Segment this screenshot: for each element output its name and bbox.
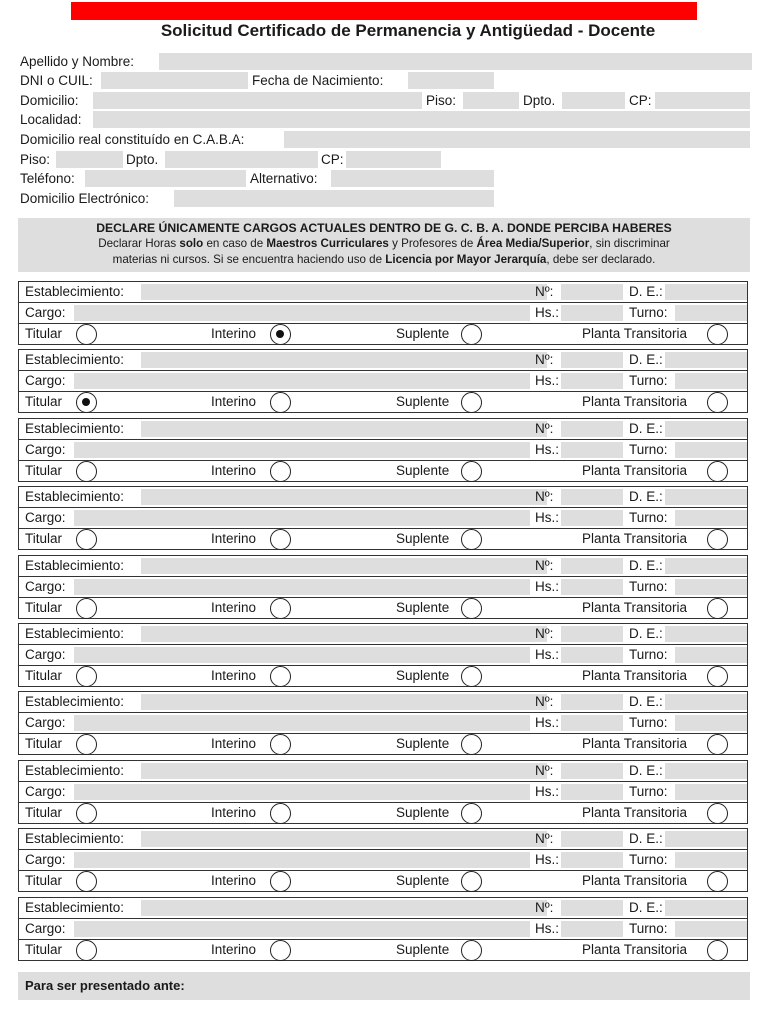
interino-label: Interino bbox=[211, 326, 257, 341]
numero-label: Nº: bbox=[535, 352, 554, 368]
planta-transitoria-label: Planta Transitoria bbox=[582, 941, 688, 957]
interino-radio[interactable] bbox=[270, 529, 291, 550]
de-field[interactable] bbox=[665, 421, 747, 437]
telefono-field[interactable] bbox=[85, 170, 246, 187]
titular-radio[interactable] bbox=[76, 734, 97, 755]
domicilio-electronico-field[interactable] bbox=[174, 190, 494, 207]
hs-field[interactable] bbox=[561, 442, 623, 458]
cargo-row-cargo bbox=[19, 850, 747, 871]
cargo-block bbox=[18, 828, 748, 892]
turno-label: Turno: bbox=[629, 852, 668, 868]
de-label: D. E.: bbox=[629, 626, 663, 641]
de-field[interactable] bbox=[665, 900, 747, 916]
suplente-label: Suplente bbox=[396, 394, 450, 410]
titular-label: Titular bbox=[25, 531, 63, 547]
titular-radio[interactable] bbox=[76, 803, 97, 824]
interino-label: Interino bbox=[211, 394, 257, 410]
suplente-radio[interactable] bbox=[461, 324, 482, 345]
interino-radio[interactable] bbox=[270, 666, 291, 687]
numero-label: Nº: bbox=[535, 489, 554, 505]
numero-field[interactable] bbox=[561, 489, 623, 505]
suplente-label: Suplente bbox=[396, 462, 450, 478]
establecimiento-label: Establecimiento: bbox=[25, 352, 125, 368]
localidad-field[interactable] bbox=[93, 111, 750, 128]
hs-label: Hs.: bbox=[535, 305, 560, 320]
establecimiento-field[interactable] bbox=[141, 694, 547, 710]
cargo-row-cargo bbox=[19, 713, 747, 734]
cargo-block bbox=[18, 349, 748, 413]
planta-transitoria-label: Planta Transitoria bbox=[582, 873, 688, 889]
establecimiento-label: Establecimiento: bbox=[25, 762, 125, 778]
titular-radio[interactable] bbox=[76, 940, 97, 961]
de-label: D. E.: bbox=[629, 420, 663, 436]
hs-field[interactable] bbox=[561, 715, 623, 731]
de-field[interactable] bbox=[665, 558, 747, 574]
establecimiento-field[interactable] bbox=[141, 352, 547, 368]
cargo-label: Cargo: bbox=[25, 305, 66, 320]
domicilio-label: Domicilio: bbox=[20, 93, 79, 108]
turno-label: Turno: bbox=[629, 647, 668, 662]
hs-label: Hs.: bbox=[535, 783, 560, 799]
turno-label: Turno: bbox=[629, 920, 668, 936]
dpto2-label: Dpto. bbox=[126, 152, 159, 167]
establecimiento-label: Establecimiento: bbox=[25, 557, 125, 573]
establecimiento-field[interactable] bbox=[141, 558, 547, 574]
hs-field[interactable] bbox=[561, 852, 623, 868]
establecimiento-label: Establecimiento: bbox=[25, 831, 125, 847]
interino-radio[interactable] bbox=[270, 871, 291, 892]
numero-label: Nº: bbox=[535, 557, 554, 573]
header-red-bar bbox=[71, 2, 697, 20]
interino-label: Interino bbox=[211, 804, 257, 820]
numero-field[interactable] bbox=[561, 694, 623, 710]
telefono-label: Teléfono: bbox=[20, 171, 75, 186]
de-label: D. E.: bbox=[629, 694, 663, 710]
de-field[interactable] bbox=[665, 831, 747, 847]
hs-field[interactable] bbox=[561, 305, 623, 321]
suplente-radio[interactable] bbox=[461, 598, 482, 619]
turno-label: Turno: bbox=[629, 441, 668, 457]
numero-label: Nº: bbox=[535, 899, 554, 915]
cargo-row-situacion bbox=[19, 871, 747, 892]
hs-label: Hs.: bbox=[535, 510, 560, 526]
de-label: D. E.: bbox=[629, 284, 663, 299]
hs-field[interactable] bbox=[561, 510, 623, 526]
planta-transitoria-label: Planta Transitoria bbox=[582, 462, 688, 478]
cargo-field[interactable] bbox=[74, 647, 530, 663]
hs-label: Hs.: bbox=[535, 920, 560, 936]
cargo-row-establecimiento bbox=[19, 761, 747, 782]
numero-label: Nº: bbox=[535, 626, 554, 641]
domicilio-real-field[interactable] bbox=[284, 131, 750, 148]
cargo-row-situacion bbox=[19, 392, 747, 413]
notice-heading: DECLARE ÚNICAMENTE CARGOS ACTUALES DENTRO DE G. C. B. A. DONDE PERCIBA HABERES bbox=[96, 221, 672, 235]
establecimiento-field[interactable] bbox=[141, 626, 547, 642]
de-label: D. E.: bbox=[629, 557, 663, 573]
cargo-row-cargo bbox=[19, 645, 747, 666]
cargo-row-situacion bbox=[19, 803, 747, 824]
cargo-row-cargo bbox=[19, 782, 747, 803]
de-field[interactable] bbox=[665, 284, 747, 300]
suplente-radio[interactable] bbox=[461, 940, 482, 961]
turno-field[interactable] bbox=[675, 852, 747, 868]
page-title: Solicitud Certificado de Permanencia y Antigüedad - Docente bbox=[160, 21, 656, 40]
cargo-field[interactable] bbox=[74, 715, 530, 731]
interino-radio[interactable] bbox=[270, 940, 291, 961]
turno-field[interactable] bbox=[675, 715, 747, 731]
suplente-label: Suplente bbox=[396, 531, 450, 547]
interino-label: Interino bbox=[211, 941, 257, 957]
suplente-label: Suplente bbox=[396, 941, 450, 957]
titular-label: Titular bbox=[25, 736, 63, 752]
establecimiento-field[interactable] bbox=[141, 489, 547, 505]
cargo-block bbox=[18, 897, 748, 961]
cargo-label: Cargo: bbox=[25, 510, 66, 526]
cargo-row-situacion bbox=[19, 324, 747, 345]
cargo-block bbox=[18, 281, 748, 345]
dni-cuil-label: DNI o CUIL: bbox=[20, 73, 93, 88]
planta-transitoria-label: Planta Transitoria bbox=[582, 326, 688, 341]
cargo-field[interactable] bbox=[74, 373, 530, 389]
planta-transitoria-radio[interactable] bbox=[707, 871, 728, 892]
cp2-label: CP: bbox=[321, 152, 344, 167]
hs-field[interactable] bbox=[561, 373, 623, 389]
cargo-label: Cargo: bbox=[25, 920, 66, 936]
domicilio-real-label: Domicilio real constituído en C.A.B.A: bbox=[20, 132, 245, 147]
suplente-label: Suplente bbox=[396, 736, 450, 752]
interino-label: Interino bbox=[211, 736, 257, 752]
interino-radio[interactable] bbox=[270, 324, 291, 345]
cargo-row-situacion bbox=[19, 940, 747, 961]
fecha-nacimiento-label: Fecha de Nacimiento: bbox=[252, 73, 384, 88]
suplente-radio[interactable] bbox=[461, 529, 482, 550]
establecimiento-label: Establecimiento: bbox=[25, 284, 125, 299]
planta-transitoria-radio[interactable] bbox=[707, 940, 728, 961]
cargo-row-establecimiento bbox=[19, 282, 747, 303]
numero-label: Nº: bbox=[535, 831, 554, 847]
turno-field[interactable] bbox=[675, 442, 747, 458]
hs-label: Hs.: bbox=[535, 373, 560, 389]
cargo-row-cargo bbox=[19, 577, 747, 598]
interino-radio[interactable] bbox=[270, 803, 291, 824]
establecimiento-label: Establecimiento: bbox=[25, 694, 125, 710]
titular-radio[interactable] bbox=[76, 871, 97, 892]
interino-radio[interactable] bbox=[270, 598, 291, 619]
titular-label: Titular bbox=[25, 599, 63, 615]
numero-label: Nº: bbox=[535, 284, 554, 299]
planta-transitoria-radio[interactable] bbox=[707, 529, 728, 550]
turno-field[interactable] bbox=[675, 647, 747, 663]
titular-label: Titular bbox=[25, 462, 63, 478]
numero-field[interactable] bbox=[561, 763, 623, 779]
establecimiento-field[interactable] bbox=[141, 831, 547, 847]
titular-label: Titular bbox=[25, 668, 63, 683]
hs-label: Hs.: bbox=[535, 578, 560, 594]
suplente-radio[interactable] bbox=[461, 803, 482, 824]
titular-label: Titular bbox=[25, 873, 63, 889]
planta-transitoria-label: Planta Transitoria bbox=[582, 804, 688, 820]
cargo-label: Cargo: bbox=[25, 715, 66, 731]
domicilio-electronico-label: Domicilio Electrónico: bbox=[20, 191, 150, 206]
cargo-row-cargo bbox=[19, 440, 747, 461]
cp2-field[interactable] bbox=[346, 151, 441, 168]
planta-transitoria-radio[interactable] bbox=[707, 666, 728, 687]
de-label: D. E.: bbox=[629, 899, 663, 915]
planta-transitoria-label: Planta Transitoria bbox=[582, 668, 688, 683]
cargo-label: Cargo: bbox=[25, 852, 66, 868]
cargo-row-establecimiento bbox=[19, 350, 747, 371]
cargo-block bbox=[18, 486, 748, 550]
de-field[interactable] bbox=[665, 763, 747, 779]
cargo-label: Cargo: bbox=[25, 578, 66, 594]
cargo-field[interactable] bbox=[74, 852, 530, 868]
numero-field[interactable] bbox=[561, 284, 623, 300]
cargo-field[interactable] bbox=[74, 510, 530, 526]
piso-label: Piso: bbox=[426, 93, 457, 108]
presentado-ante-label: Para ser presentado ante: bbox=[25, 978, 185, 993]
numero-field[interactable] bbox=[561, 831, 623, 847]
suplente-label: Suplente bbox=[396, 804, 450, 820]
cargo-field[interactable] bbox=[74, 442, 530, 458]
interino-radio[interactable] bbox=[270, 734, 291, 755]
cp-field[interactable] bbox=[655, 92, 750, 109]
cargo-block bbox=[18, 418, 748, 482]
cargo-label: Cargo: bbox=[25, 783, 66, 799]
cargo-row-situacion bbox=[19, 461, 747, 482]
piso2-label: Piso: bbox=[20, 152, 51, 167]
numero-field[interactable] bbox=[561, 626, 623, 642]
hs-field[interactable] bbox=[561, 579, 623, 595]
establecimiento-field[interactable] bbox=[141, 763, 547, 779]
de-label: D. E.: bbox=[629, 831, 663, 847]
interino-label: Interino bbox=[211, 599, 257, 615]
cargo-label: Cargo: bbox=[25, 647, 66, 662]
cargo-row-establecimiento bbox=[19, 624, 747, 645]
interino-radio[interactable] bbox=[270, 461, 291, 482]
planta-transitoria-radio[interactable] bbox=[707, 803, 728, 824]
notice-line-1: Declarar Horas solo en caso de Maestros Curriculares y Profesores de Área Media/Superior, sin discriminar bbox=[98, 237, 670, 250]
titular-label: Titular bbox=[25, 804, 63, 820]
titular-radio[interactable] bbox=[76, 461, 97, 482]
establecimiento-field[interactable] bbox=[141, 421, 547, 437]
turno-label: Turno: bbox=[629, 783, 668, 799]
numero-field[interactable] bbox=[561, 421, 623, 437]
hs-label: Hs.: bbox=[535, 715, 560, 731]
suplente-radio[interactable] bbox=[461, 734, 482, 755]
cargo-row-cargo bbox=[19, 508, 747, 529]
cargo-row-situacion bbox=[19, 666, 747, 687]
hs-field[interactable] bbox=[561, 784, 623, 800]
piso-field[interactable] bbox=[463, 92, 519, 109]
titular-radio[interactable] bbox=[76, 324, 97, 345]
planta-transitoria-radio[interactable] bbox=[707, 461, 728, 482]
cargo-label: Cargo: bbox=[25, 373, 66, 389]
de-field[interactable] bbox=[665, 694, 747, 710]
cargo-row-situacion bbox=[19, 734, 747, 755]
planta-transitoria-radio[interactable] bbox=[707, 734, 728, 755]
establecimiento-label: Establecimiento: bbox=[25, 489, 125, 505]
turno-label: Turno: bbox=[629, 305, 668, 320]
interino-label: Interino bbox=[211, 668, 257, 683]
interino-radio[interactable] bbox=[270, 392, 291, 413]
de-field[interactable] bbox=[665, 489, 747, 505]
titular-label: Titular bbox=[25, 941, 63, 957]
establecimiento-field[interactable] bbox=[141, 284, 547, 300]
numero-label: Nº: bbox=[535, 762, 554, 778]
turno-label: Turno: bbox=[629, 373, 668, 389]
suplente-label: Suplente bbox=[396, 668, 450, 683]
cargo-field[interactable] bbox=[74, 784, 530, 800]
cp-label: CP: bbox=[629, 93, 652, 108]
interino-label: Interino bbox=[211, 462, 257, 478]
cargo-row-establecimiento bbox=[19, 556, 747, 577]
localidad-label: Localidad: bbox=[20, 112, 82, 127]
planta-transitoria-radio[interactable] bbox=[707, 598, 728, 619]
cargo-row-establecimiento bbox=[19, 419, 747, 440]
planta-transitoria-label: Planta Transitoria bbox=[582, 394, 688, 410]
alternativo-label: Alternativo: bbox=[250, 171, 318, 186]
interino-label: Interino bbox=[211, 873, 257, 889]
turno-field[interactable] bbox=[675, 305, 747, 321]
de-label: D. E.: bbox=[629, 352, 663, 368]
planta-transitoria-radio[interactable] bbox=[707, 324, 728, 345]
cargo-row-establecimiento bbox=[19, 487, 747, 508]
de-field[interactable] bbox=[665, 352, 747, 368]
cargo-row-establecimiento bbox=[19, 898, 747, 919]
apellido-nombre-label: Apellido y Nombre: bbox=[20, 54, 135, 69]
cargo-row-cargo bbox=[19, 919, 747, 940]
planta-transitoria-radio[interactable] bbox=[707, 392, 728, 413]
dpto2-field[interactable] bbox=[165, 151, 318, 168]
planta-transitoria-label: Planta Transitoria bbox=[582, 736, 688, 752]
hs-label: Hs.: bbox=[535, 441, 560, 457]
cargo-row-cargo bbox=[19, 371, 747, 392]
hs-field[interactable] bbox=[561, 921, 623, 937]
suplente-radio[interactable] bbox=[461, 666, 482, 687]
establecimiento-field[interactable] bbox=[141, 900, 547, 916]
suplente-radio[interactable] bbox=[461, 392, 482, 413]
planta-transitoria-label: Planta Transitoria bbox=[582, 531, 688, 547]
presentado-ante-field[interactable] bbox=[18, 972, 750, 1000]
numero-label: Nº: bbox=[535, 420, 554, 436]
cargo-row-cargo bbox=[19, 303, 747, 324]
alternativo-field[interactable] bbox=[331, 170, 494, 187]
domicilio-field[interactable] bbox=[93, 92, 422, 109]
dpto-label: Dpto. bbox=[523, 93, 556, 108]
planta-transitoria-label: Planta Transitoria bbox=[582, 599, 688, 615]
piso2-field[interactable] bbox=[56, 151, 123, 168]
establecimiento-label: Establecimiento: bbox=[25, 626, 125, 641]
turno-label: Turno: bbox=[629, 715, 668, 731]
titular-radio[interactable] bbox=[76, 666, 97, 687]
suplente-label: Suplente bbox=[396, 599, 450, 615]
cargo-row-situacion bbox=[19, 598, 747, 619]
de-label: D. E.: bbox=[629, 762, 663, 778]
cargo-field[interactable] bbox=[74, 305, 530, 321]
numero-field[interactable] bbox=[561, 558, 623, 574]
turno-field[interactable] bbox=[675, 784, 747, 800]
cargo-block bbox=[18, 555, 748, 619]
turno-label: Turno: bbox=[629, 510, 668, 526]
suplente-radio[interactable] bbox=[461, 871, 482, 892]
hs-label: Hs.: bbox=[535, 852, 560, 868]
cargo-row-establecimiento bbox=[19, 829, 747, 850]
instructions-notice bbox=[18, 218, 750, 272]
turno-field[interactable] bbox=[675, 921, 747, 937]
titular-label: Titular bbox=[25, 326, 63, 341]
numero-label: Nº: bbox=[535, 694, 554, 710]
turno-field[interactable] bbox=[675, 579, 747, 595]
de-field[interactable] bbox=[665, 626, 747, 642]
cargo-field[interactable] bbox=[74, 579, 530, 595]
cargo-block bbox=[18, 760, 748, 824]
titular-radio[interactable] bbox=[76, 529, 97, 550]
numero-field[interactable] bbox=[561, 900, 623, 916]
suplente-label: Suplente bbox=[396, 873, 450, 889]
apellido-nombre-field[interactable] bbox=[159, 53, 752, 70]
interino-label: Interino bbox=[211, 531, 257, 547]
cargo-label: Cargo: bbox=[25, 441, 66, 457]
cargo-block bbox=[18, 623, 748, 687]
fecha-nacimiento-field[interactable] bbox=[408, 72, 494, 89]
establecimiento-label: Establecimiento: bbox=[25, 420, 125, 436]
turno-field[interactable] bbox=[675, 373, 747, 389]
suplente-radio[interactable] bbox=[461, 461, 482, 482]
hs-label: Hs.: bbox=[535, 647, 560, 662]
numero-field[interactable] bbox=[561, 352, 623, 368]
cargo-block bbox=[18, 691, 748, 755]
cargo-row-situacion bbox=[19, 529, 747, 550]
hs-field[interactable] bbox=[561, 647, 623, 663]
titular-radio[interactable] bbox=[76, 392, 97, 413]
suplente-label: Suplente bbox=[396, 326, 450, 341]
de-label: D. E.: bbox=[629, 489, 663, 505]
cargo-row-establecimiento bbox=[19, 692, 747, 713]
dpto-field[interactable] bbox=[562, 92, 625, 109]
dni-cuil-field[interactable] bbox=[101, 72, 248, 89]
turno-label: Turno: bbox=[629, 578, 668, 594]
establecimiento-label: Establecimiento: bbox=[25, 899, 125, 915]
titular-label: Titular bbox=[25, 394, 63, 410]
notice-line-2: materias ni cursos. Si se encuentra haciendo uso de Licencia por Mayor Jerarquía, debe ser declarado. bbox=[112, 253, 656, 266]
turno-field[interactable] bbox=[675, 510, 747, 526]
titular-radio[interactable] bbox=[76, 598, 97, 619]
cargo-field[interactable] bbox=[74, 921, 530, 937]
